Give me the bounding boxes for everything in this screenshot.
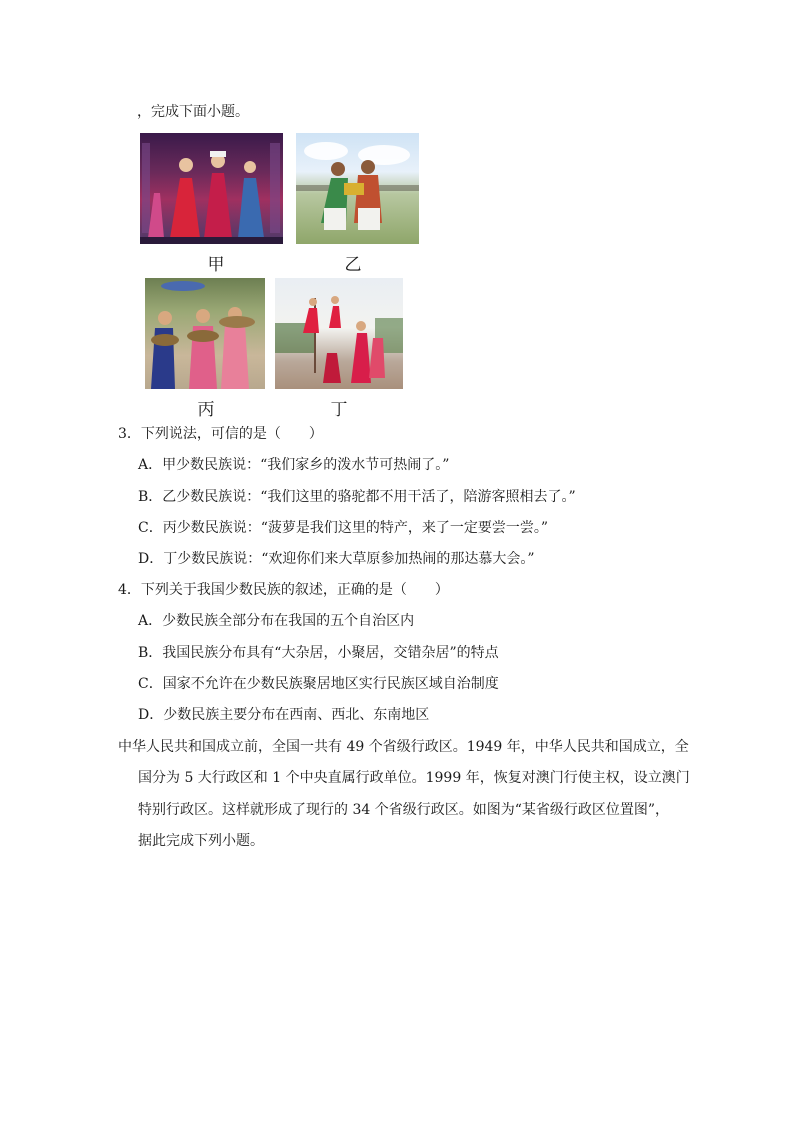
passage-line-4: 据此完成下列小题。 — [138, 833, 264, 849]
passage-line-1: 中华人民共和国成立前，全国一共有 49 个省级行政区。1949 年，中华人民共和国成立，全 — [118, 739, 689, 755]
q4-option-d[interactable]: D．少数民族主要分布在西南、西北、东南地区 — [138, 707, 430, 723]
q4-stem: 4．下列关于我国少数民族的叙述，正确的是（ ） — [118, 582, 449, 598]
intro-text: ，完成下面小题。 — [137, 104, 249, 120]
passage-line-2: 国分为 5 大行政区和 1 个中央直属行政单位。1999 年，恢复对澳门行使主权，设立澳门 — [138, 770, 690, 786]
photo-jia — [140, 133, 283, 244]
caption-yi: 乙 — [344, 255, 362, 275]
q4-option-b[interactable]: B．我国民族分布具有“大杂居，小聚居，交错杂居”的特点 — [138, 645, 499, 661]
passage-line-3: 特别行政区。这样就形成了现行的 34 个省级行政区。如图为“某省级行政区位置图”， — [138, 802, 670, 818]
caption-jia: 甲 — [207, 255, 225, 275]
q3-option-c[interactable]: C．丙少数民族说：“菠萝是我们这里的特产，来了一定要尝一尝。” — [138, 520, 549, 536]
photo-ding — [275, 278, 403, 389]
photo-bing — [145, 278, 265, 389]
photo-yi — [296, 133, 419, 244]
q3-stem: 3．下列说法，可信的是（ ） — [118, 426, 323, 442]
q4-option-a[interactable]: A．少数民族全部分布在我国的五个自治区内 — [138, 613, 415, 629]
caption-bing: 丙 — [197, 400, 215, 420]
caption-ding: 丁 — [330, 400, 348, 420]
q3-option-d[interactable]: D．丁少数民族说：“欢迎你们来大草原参加热闹的那达慕大会。” — [138, 551, 535, 567]
q3-option-a[interactable]: A．甲少数民族说：“我们家乡的泼水节可热闹了。” — [138, 457, 450, 473]
q4-option-c[interactable]: C．国家不允许在少数民族聚居地区实行民族区域自治制度 — [138, 676, 499, 692]
q3-option-b[interactable]: B．乙少数民族说：“我们这里的骆驼都不用干活了，陪游客照相去了。” — [138, 489, 576, 505]
